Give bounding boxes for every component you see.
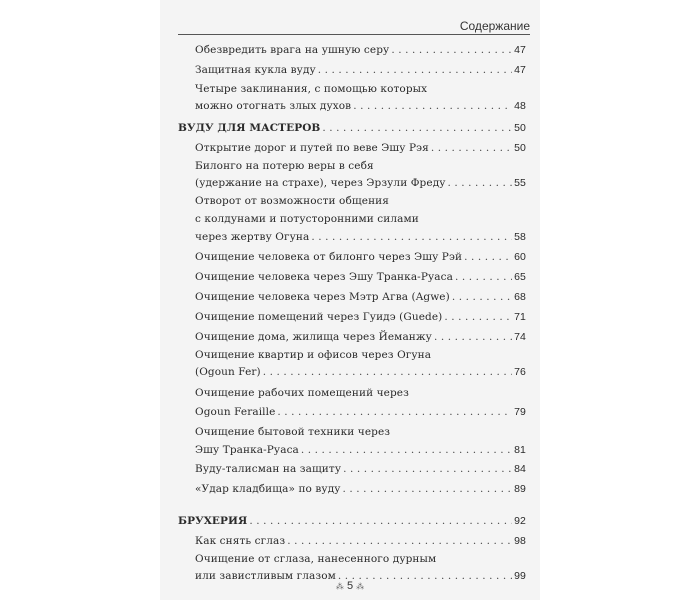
leader-dots: [444, 308, 512, 326]
toc-entry: [195, 532, 526, 550]
toc-entry-page: 98: [514, 535, 526, 547]
leader-dots: [448, 174, 513, 192]
leader-dots: [452, 288, 512, 306]
leader-dots: [431, 139, 512, 157]
toc-entry: [195, 61, 526, 79]
toc-entry-title: Как снять сглаз: [195, 535, 286, 547]
leader-dots: [311, 228, 512, 246]
toc-entry-title: Очищение дома, жилища через Йеманжу: [195, 331, 432, 343]
toc-entry: [195, 174, 526, 192]
leader-dots: [353, 97, 512, 115]
toc-entry: [195, 480, 526, 498]
toc-entry-title: «Удар кладбища» по вуду: [195, 483, 341, 495]
toc-section-title: ВУДУ ДЛЯ МАСТЕРОВ: [178, 122, 321, 134]
toc-entry-page: 84: [514, 463, 526, 475]
toc-entry-page: 92: [514, 515, 526, 527]
toc-entry-title: Очищение человека от билонго через Эшу Рэй: [195, 251, 463, 263]
toc-entry: [195, 328, 526, 346]
page-number-value: 5: [346, 580, 354, 592]
toc-entry-title-line: Очищение бытовой техники через: [195, 426, 391, 438]
leader-dots: [249, 512, 512, 530]
ornament-left-icon: ⁂: [335, 582, 344, 591]
ornament-right-icon: ⁂: [356, 582, 365, 591]
toc-entry-title: Вуду-талисман на защиту: [195, 463, 342, 475]
toc-entry: [195, 460, 526, 478]
toc-entry: [195, 228, 526, 246]
toc-entry: [195, 139, 526, 157]
toc-entry-title: Очищение человека через Мэтр Агва (Agwe): [195, 291, 450, 303]
toc-entry-page: 81: [514, 444, 526, 456]
toc-entry-title-line: Очищение от сглаза, нанесенного дурным: [195, 553, 437, 565]
toc-entry-page: 99: [514, 570, 526, 582]
toc-section-title: БРУХЕРИЯ: [178, 515, 248, 527]
toc-entry-page: 58: [514, 231, 526, 243]
toc-entry-title-cont: или завистливым глазом: [195, 570, 336, 582]
toc-entry: [195, 288, 526, 306]
leader-dots: [263, 363, 512, 381]
leader-dots: [318, 61, 512, 79]
toc-entry-title-cont: можно отогнать злых духов: [195, 100, 352, 112]
toc-entry-page: 65: [514, 271, 526, 283]
leader-dots: [287, 532, 512, 550]
toc-entry-page: 71: [514, 311, 526, 323]
toc-entry-title-cont: Ogoun Feraille: [195, 406, 276, 418]
toc-entry: [195, 403, 526, 421]
toc-entry-title-cont: (Ogoun Fer): [195, 366, 261, 378]
toc-entry: [195, 363, 526, 381]
toc-entry-page: 47: [514, 44, 526, 56]
toc-entry: [195, 268, 526, 286]
toc-entry: [195, 248, 526, 266]
toc-entry-title: Открытие дорог и путей по веве Эшу Рэя: [195, 142, 429, 154]
toc-entry-page: 50: [514, 122, 526, 134]
toc-entry-title: Защитная кукла вуду: [195, 64, 316, 76]
toc-entry-title-line: с колдунами и потусторонними силами: [195, 213, 419, 225]
leader-dots: [434, 328, 512, 346]
toc-entry-title-line: Четыре заклинания, с помощью которых: [195, 83, 428, 95]
toc-entry-page: 79: [514, 406, 526, 418]
toc-entry-page: 76: [514, 366, 526, 378]
leader-dots: [391, 41, 512, 59]
leader-dots: [343, 480, 513, 498]
toc-entry-title: Обезвредить врага на ушную серу: [195, 44, 390, 56]
leader-dots: [322, 119, 512, 137]
toc-entry-page: 60: [514, 251, 526, 263]
toc-entry-title-cont: Эшу Транка-Руаса: [195, 444, 299, 456]
toc-entry: [195, 97, 526, 115]
leader-dots: [464, 248, 512, 266]
toc-entry-title-line: Отворот от возможности общения: [195, 195, 389, 207]
toc-entry-page: 48: [514, 100, 526, 112]
toc-entry-page: 55: [514, 177, 526, 189]
leader-dots: [277, 403, 512, 421]
toc-entry: [195, 441, 526, 459]
toc-entry-title-cont: (удержание на страхе), через Эрзули Фреду: [195, 177, 446, 189]
toc-entry-title-line: Билонго на потерю веры в себя: [195, 160, 374, 172]
toc-entry-title: Очищение помещений через Гуидэ (Guede): [195, 311, 443, 323]
toc-entry-page: 74: [514, 331, 526, 343]
toc-section-heading: [178, 512, 526, 530]
toc-section-heading: [178, 119, 526, 137]
toc-entry-title-cont: через жертву Огуна: [195, 231, 310, 243]
toc-entry-page: 47: [514, 64, 526, 76]
toc-entry-page: 50: [514, 142, 526, 154]
toc-entry-title-line: Очищение рабочих помещений через: [195, 387, 409, 399]
toc-entry-title-line: Очищение квартир и офисов через Огуна: [195, 349, 432, 361]
leader-dots: [301, 441, 512, 459]
toc-entry-title: Очищение человека через Эшу Транка-Руаса: [195, 271, 453, 283]
toc-entry: [195, 308, 526, 326]
toc-entry: [195, 41, 526, 59]
page-number: [330, 580, 370, 594]
running-header: Содержание: [459, 19, 530, 33]
toc-entry-page: 89: [514, 483, 526, 495]
leader-dots: [343, 460, 512, 478]
leader-dots: [455, 268, 512, 286]
toc-entry-page: 68: [514, 291, 526, 303]
